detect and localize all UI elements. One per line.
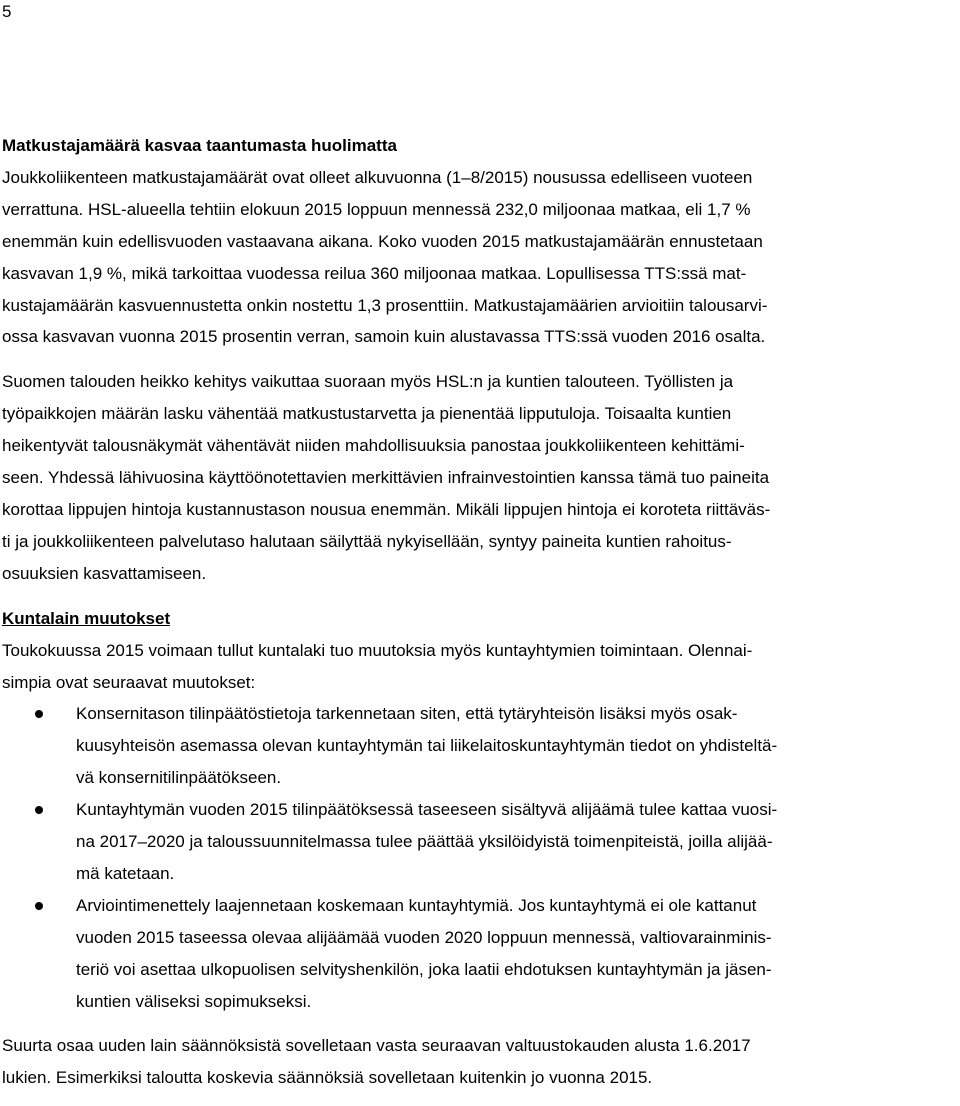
- text-line: Suurta osaa uuden lain säännöksistä sovelletaan vasta seuraavan valtuustokauden alusta 1.6.2017: [2, 1036, 751, 1056]
- text-line: korottaa lippujen hintoja kustannustason nousua enemmän. Mikäli lippujen hintoja ei koroteta riittäväs-: [2, 499, 771, 519]
- text-line: ossa kasvavan vuonna 2015 prosentin verran, samoin kuin alustavassa TTS:ssä vuoden 2016 osalta.: [2, 327, 766, 347]
- text-line: simpia ovat seuraavat muutokset:: [2, 672, 256, 692]
- text-line: enemmän kuin edellisvuoden vastaavana aikana. Koko vuoden 2015 matkustajamäärän ennustetaan: [2, 231, 763, 251]
- section-ridership: [2, 130, 956, 590]
- text-line: kasvavan 1,9 %, mikä tarkoittaa vuodessa reilua 360 miljoonaa matkaa. Lopullisessa TTS:ssä mat-: [2, 263, 747, 283]
- text-line: kuusyhteisön asemassa olevan kuntayhtymän tai liikelaitoskuntayhtymän tiedot on yhdisteltä-: [76, 736, 778, 756]
- text-line: työpaikkojen määrän lasku vähentää matkustustarvetta ja pienentää lipputuloja. Toisaalta kuntien: [2, 404, 732, 424]
- text-line: Suomen talouden heikko kehitys vaikuttaa suoraan myös HSL:n ja kuntien talouteen. Työllisten ja: [2, 372, 734, 392]
- paragraph: [2, 162, 956, 353]
- text-line: kuntien väliseksi sopimukseksi.: [76, 991, 312, 1011]
- text-line: Joukkoliikenteen matkustajamäärät ovat olleet alkuvuonna (1–8/2015) nousussa edelliseen vuoteen: [2, 167, 753, 187]
- paragraph: [2, 635, 956, 699]
- section-heading: Kuntalain muutokset: [2, 608, 171, 628]
- text-line: Arviointimenettely laajennetaan koskemaan kuntayhtymiä. Jos kuntayhtymä ei ole kattanut: [76, 895, 757, 915]
- text-line: teriö voi asettaa ulkopuolisen selvityshenkilön, joka laatii ehdotuksen kuntayhtymän ja jäsen-: [76, 959, 772, 979]
- text-line: Kuntayhtymän vuoden 2015 tilinpäätöksessä taseeseen sisältyvä alijäämä tulee kattaa vuosi-: [76, 800, 778, 820]
- section-municipal-law: [2, 603, 956, 1095]
- text-line: vuoden 2015 taseessa olevaa alijäämää vuoden 2020 loppuun mennessä, valtiovarainminis-: [76, 927, 772, 947]
- text-line: ti ja joukkoliikenteen palvelutaso halutaan säilyttää nykyisellään, syntyy paineita kuntien rahoitus-: [2, 531, 732, 551]
- text-line: vä konsernitilinpäätökseen.: [76, 768, 282, 788]
- list-item: [2, 890, 956, 1018]
- text-line: kustajamäärän kasvuennustetta onkin nostettu 1,3 prosenttiin. Matkustajamäärien arvioitiin talousarvi-: [2, 295, 768, 315]
- document-body: [2, 130, 956, 1094]
- text-line: osuuksien kasvattamiseen.: [2, 563, 207, 583]
- text-line: mä katetaan.: [76, 863, 175, 883]
- text-line: Konsernitason tilinpäätöstietoja tarkennetaan siten, että tytäryhteisön lisäksi myös osak-: [76, 704, 738, 724]
- text-line: lukien. Esimerkiksi taloutta koskevia säännöksiä sovelletaan kuitenkin jo vuonna 2015.: [2, 1068, 653, 1088]
- paragraph: [2, 366, 956, 589]
- paragraph: [2, 1030, 956, 1094]
- bullet-list: [2, 698, 956, 1017]
- text-line: seen. Yhdessä lähivuosina käyttöönotettavien merkittävien infrainvestointien kanssa tämä tuo paineita: [2, 468, 770, 488]
- list-item: [2, 698, 956, 794]
- bullet-icon: [35, 806, 43, 814]
- list-item: [2, 794, 956, 890]
- text-line: heikentyvät talousnäkymät vähentävät niiden mahdollisuuksia panostaa joukkoliikenteen kehittämi-: [2, 436, 745, 456]
- bullet-icon: [35, 710, 43, 718]
- text-line: verrattuna. HSL-alueella tehtiin elokuun 2015 loppuun mennessä 232,0 miljoonaa matkaa, eli 1,7 %: [2, 199, 751, 219]
- page-number: 5: [2, 2, 12, 21]
- text-line: Toukokuussa 2015 voimaan tullut kuntalaki tuo muutoksia myös kuntayhtymien toimintaan. Olennai-: [2, 640, 753, 660]
- bullet-icon: [35, 902, 43, 910]
- text-line: na 2017–2020 ja taloussuunnitelmassa tulee päättää yksilöidyistä toimenpiteistä, joilla alijää-: [76, 832, 773, 852]
- section-heading: Matkustajamäärä kasvaa taantumasta huolimatta: [2, 136, 397, 155]
